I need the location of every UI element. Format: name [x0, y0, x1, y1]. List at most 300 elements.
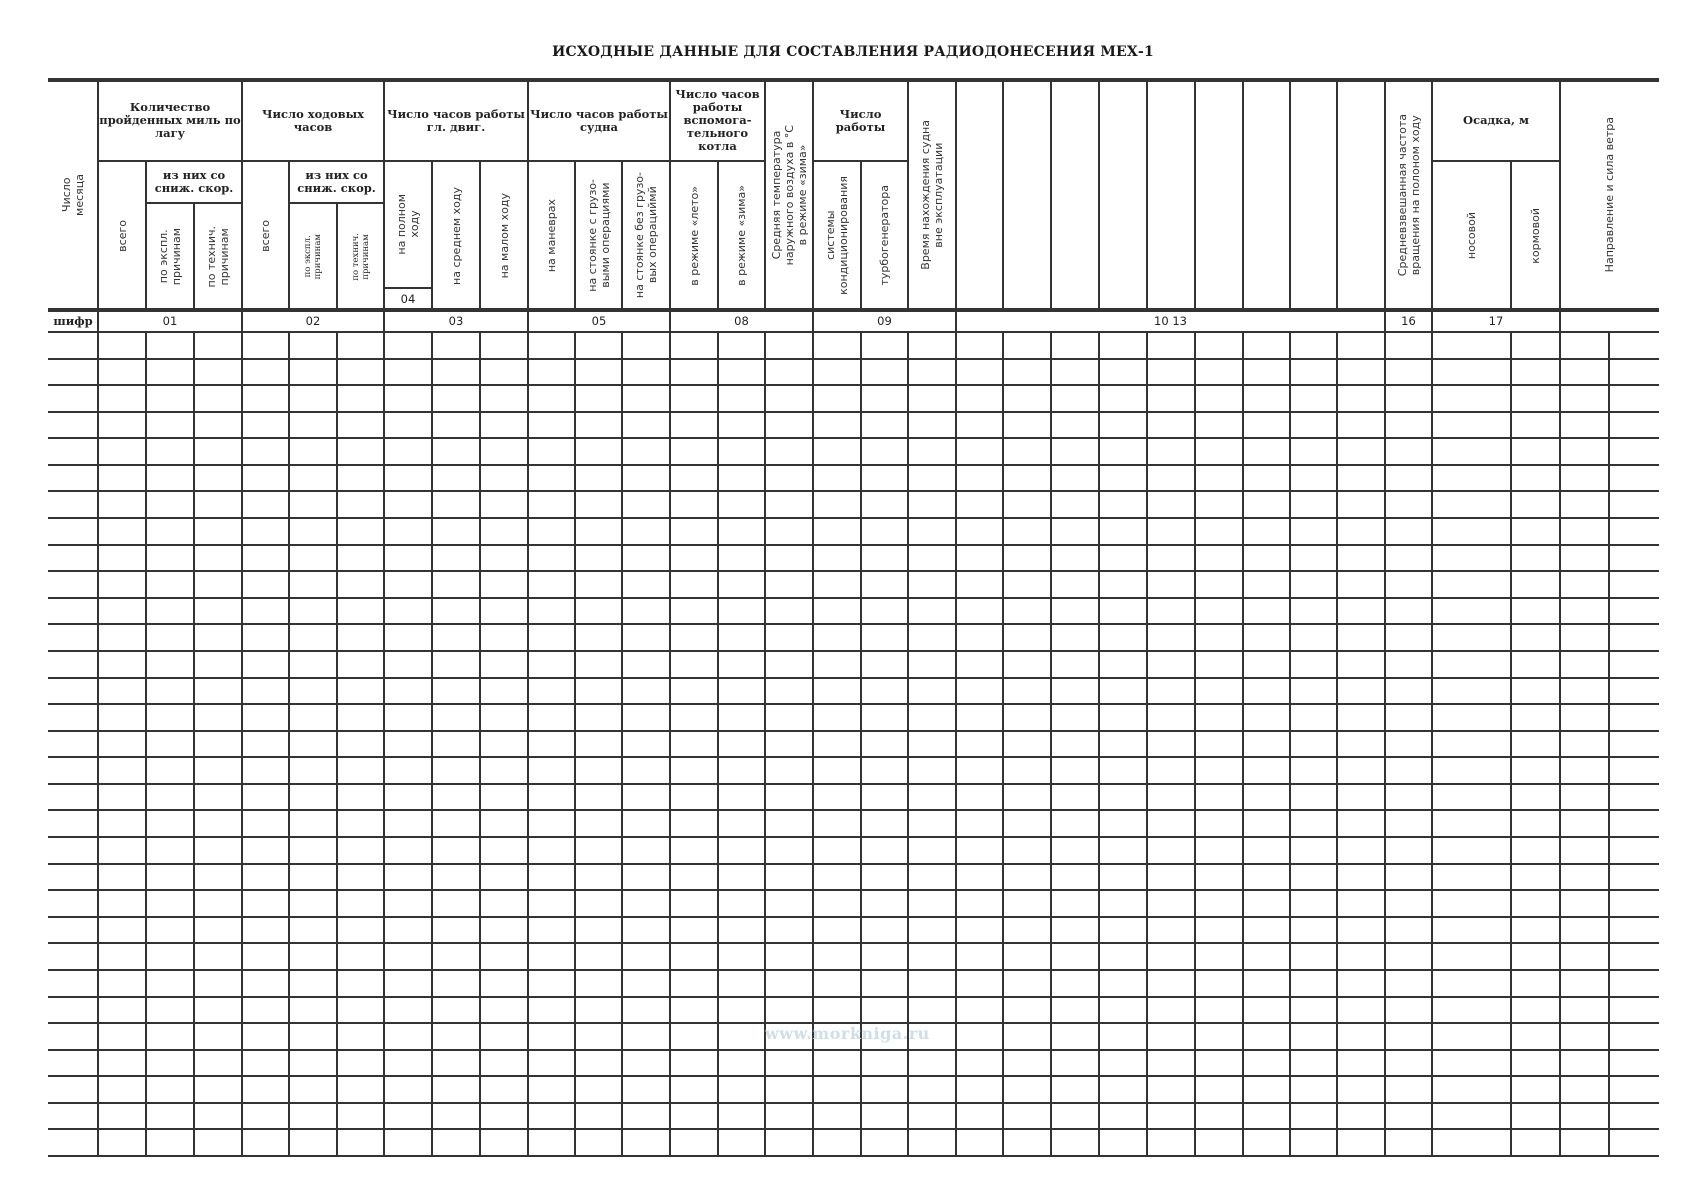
- table-cell: [1243, 438, 1290, 465]
- table-cell: [1195, 890, 1243, 917]
- table-cell: [813, 571, 861, 598]
- table-cell: [861, 757, 908, 784]
- table-cell: [813, 943, 861, 970]
- table-cell: [480, 598, 528, 625]
- table-cell: [194, 1129, 242, 1156]
- table-cell: [622, 545, 670, 572]
- table-cell: [1337, 651, 1385, 678]
- table-cell: [242, 1050, 289, 1077]
- table-cell: [146, 731, 194, 758]
- table-cell: [1051, 545, 1099, 572]
- table-cell: [528, 890, 575, 917]
- table-cell: [337, 997, 384, 1024]
- header-vessel-maneuvers-text: на маневрах: [545, 198, 558, 273]
- table-cell: [1099, 810, 1147, 837]
- table-cell: [718, 917, 765, 944]
- table-cell: [1511, 943, 1560, 970]
- table-cell: [718, 624, 765, 651]
- table-cell: [1385, 1103, 1432, 1130]
- table-cell: [718, 678, 765, 705]
- table-cell: [432, 943, 480, 970]
- table-cell: [908, 465, 956, 492]
- table-cell: [765, 651, 813, 678]
- grid-vline: [812, 310, 814, 332]
- row-label-cell: [48, 970, 98, 997]
- header-engine-full: [384, 161, 432, 288]
- table-cell: [1609, 332, 1659, 359]
- table-cell: [575, 890, 622, 917]
- header-miles-total: [98, 161, 146, 310]
- table-cell: [337, 757, 384, 784]
- table-cell: [1051, 837, 1099, 864]
- row-label-cell: [48, 598, 98, 625]
- table-cell: [480, 731, 528, 758]
- table-cell: [480, 1103, 528, 1130]
- table-cell: [289, 651, 337, 678]
- table-cell: [432, 359, 480, 386]
- table-cell: [1432, 332, 1511, 359]
- table-cell: [480, 545, 528, 572]
- code-cell: [956, 310, 1385, 332]
- row-label-cell: [48, 385, 98, 412]
- table-cell: [289, 518, 337, 545]
- table-cell: [861, 385, 908, 412]
- table-cell: [1560, 757, 1609, 784]
- table-cell: [1195, 412, 1243, 439]
- header-vessel-hours-group-text: Число часов работы судна: [530, 106, 668, 134]
- table-cell: [146, 598, 194, 625]
- table-cell: [765, 757, 813, 784]
- table-cell: [1337, 1023, 1385, 1050]
- table-cell: [861, 412, 908, 439]
- table-cell: [813, 997, 861, 1024]
- table-cell: [1147, 491, 1195, 518]
- table-cell: [480, 997, 528, 1024]
- table-cell: [1432, 1050, 1511, 1077]
- grid-hline: [384, 160, 528, 162]
- table-cell: [956, 1050, 1003, 1077]
- table-cell: [718, 810, 765, 837]
- table-cell: [337, 731, 384, 758]
- table-cell: [1337, 810, 1385, 837]
- table-cell: [1432, 624, 1511, 651]
- table-cell: [1051, 1129, 1099, 1156]
- row-label-cell: [48, 438, 98, 465]
- table-cell: [194, 385, 242, 412]
- table-cell: [1099, 890, 1147, 917]
- table-cell: [480, 890, 528, 917]
- table-cell: [670, 757, 718, 784]
- table-cell: [1337, 571, 1385, 598]
- table-cell: [480, 1076, 528, 1103]
- table-cell: [1290, 970, 1337, 997]
- table-cell: [575, 970, 622, 997]
- header-engine-slow: [480, 161, 528, 310]
- table-cell: [718, 1129, 765, 1156]
- table-cell: [575, 518, 622, 545]
- table-cell: [1609, 491, 1659, 518]
- table-cell: [1051, 1023, 1099, 1050]
- table-cell: [670, 624, 718, 651]
- table-cell: [1290, 571, 1337, 598]
- table-cell: [1511, 1103, 1560, 1130]
- table-cell: [575, 997, 622, 1024]
- table-cell: [1385, 1129, 1432, 1156]
- table-cell: [622, 359, 670, 386]
- table-cell: [1099, 438, 1147, 465]
- table-cell: [1290, 810, 1337, 837]
- table-cell: [98, 1023, 146, 1050]
- table-cell: [1195, 332, 1243, 359]
- table-cell: [1003, 731, 1051, 758]
- table-cell: [1195, 864, 1243, 891]
- table-cell: [1051, 810, 1099, 837]
- table-cell: [289, 438, 337, 465]
- table-cell: [1243, 731, 1290, 758]
- table-cell: [1195, 757, 1243, 784]
- table-cell: [528, 518, 575, 545]
- table-cell: [861, 784, 908, 811]
- grid-vline: [97, 80, 99, 310]
- table-cell: [575, 704, 622, 731]
- code-cell: [242, 310, 384, 332]
- table-cell: [337, 571, 384, 598]
- table-cell: [813, 545, 861, 572]
- table-cell: [670, 864, 718, 891]
- table-cell: [146, 1023, 194, 1050]
- table-cell: [384, 757, 432, 784]
- table-cell: [1337, 491, 1385, 518]
- code-cell-text: 02: [305, 314, 321, 328]
- table-cell: [670, 491, 718, 518]
- table-cell: [528, 491, 575, 518]
- table-cell: [1243, 704, 1290, 731]
- row-label-cell: [48, 571, 98, 598]
- table-cell: [1432, 970, 1511, 997]
- table-cell: [1099, 731, 1147, 758]
- table-cell: [1147, 598, 1195, 625]
- table-cell: [242, 1076, 289, 1103]
- table-cell: [528, 970, 575, 997]
- table-cell: [1511, 997, 1560, 1024]
- table-cell: [1051, 518, 1099, 545]
- table-cell: [1003, 678, 1051, 705]
- grid-vline: [860, 161, 862, 310]
- table-cell: [908, 545, 956, 572]
- table-cell: [1385, 784, 1432, 811]
- table-cell: [956, 864, 1003, 891]
- table-cell: [528, 917, 575, 944]
- grid-vline: [1194, 80, 1196, 310]
- table-cell: [1290, 438, 1337, 465]
- table-cell: [1051, 359, 1099, 386]
- table-cell: [432, 890, 480, 917]
- header-avg-temp-text: Средняя температура наружного воздуха в °С в режиме «зима»: [769, 124, 809, 266]
- table-cell: [1243, 624, 1290, 651]
- table-cell: [718, 837, 765, 864]
- table-cell: [146, 784, 194, 811]
- table-cell: [1511, 810, 1560, 837]
- table-cell: [194, 651, 242, 678]
- row-label-cell: [48, 784, 98, 811]
- table-cell: [98, 890, 146, 917]
- table-cell: [242, 837, 289, 864]
- table-cell: [956, 545, 1003, 572]
- table-cell: [1195, 1129, 1243, 1156]
- table-cell: [1243, 1129, 1290, 1156]
- table-cell: [956, 465, 1003, 492]
- table-cell: [1147, 412, 1195, 439]
- table-cell: [289, 784, 337, 811]
- code-cell-text: 03: [448, 314, 464, 328]
- table-cell: [432, 491, 480, 518]
- table-cell: [1051, 757, 1099, 784]
- table-cell: [242, 651, 289, 678]
- table-cell: [861, 332, 908, 359]
- row-label-cell: [48, 1023, 98, 1050]
- table-cell: [1511, 651, 1560, 678]
- table-cell: [1385, 890, 1432, 917]
- table-cell: [1432, 571, 1511, 598]
- header-operation-count-group: [813, 80, 908, 161]
- table-cell: [575, 438, 622, 465]
- table-cell: [813, 890, 861, 917]
- header-wind: [1560, 80, 1659, 310]
- table-cell: [813, 359, 861, 386]
- table-cell: [908, 704, 956, 731]
- table-cell: [622, 704, 670, 731]
- table-cell: [528, 1023, 575, 1050]
- table-cell: [861, 598, 908, 625]
- table-cell: [575, 917, 622, 944]
- grid-vline: [241, 310, 243, 332]
- table-cell: [622, 890, 670, 917]
- table-cell: [861, 571, 908, 598]
- row-label-cell: [48, 678, 98, 705]
- table-cell: [98, 997, 146, 1024]
- header-top-rule: [48, 78, 1659, 82]
- table-cell: [670, 651, 718, 678]
- table-cell: [337, 359, 384, 386]
- table-cell: [1385, 704, 1432, 731]
- table-cell: [670, 518, 718, 545]
- table-cell: [1290, 1103, 1337, 1130]
- table-cell: [242, 810, 289, 837]
- table-cell: [480, 385, 528, 412]
- table-cell: [337, 491, 384, 518]
- table-cell: [670, 1103, 718, 1130]
- table-cell: [480, 359, 528, 386]
- table-cell: [1609, 438, 1659, 465]
- header-avg-temp: [765, 80, 813, 310]
- table-cell: [575, 332, 622, 359]
- table-cell: [1560, 438, 1609, 465]
- table-cell: [480, 970, 528, 997]
- table-cell: [1243, 757, 1290, 784]
- table-cell: [622, 518, 670, 545]
- header-running-operational-text: по экспл. причинам: [303, 233, 323, 280]
- table-cell: [1290, 1050, 1337, 1077]
- table-cell: [242, 598, 289, 625]
- table-cell: [146, 943, 194, 970]
- table-cell: [1385, 810, 1432, 837]
- table-cell: [1243, 1076, 1290, 1103]
- table-cell: [1290, 678, 1337, 705]
- table-cell: [98, 545, 146, 572]
- table-cell: [1051, 1103, 1099, 1130]
- table-cell: [718, 651, 765, 678]
- code-cell: [1385, 310, 1432, 332]
- table-cell: [1147, 624, 1195, 651]
- header-draft-stern-text: кормовой: [1529, 207, 1542, 264]
- table-cell: [1511, 1076, 1560, 1103]
- table-cell: [908, 864, 956, 891]
- header-engine-slow-text: на малом ходу: [497, 192, 511, 279]
- table-cell: [670, 784, 718, 811]
- table-cell: [1511, 864, 1560, 891]
- table-cell: [575, 784, 622, 811]
- table-cell: [956, 385, 1003, 412]
- header-miles-group-text: Количество пройденных миль по лагу: [99, 100, 241, 140]
- table-cell: [1511, 1050, 1560, 1077]
- table-cell: [242, 1103, 289, 1130]
- table-cell: [670, 704, 718, 731]
- table-cell: [242, 704, 289, 731]
- table-cell: [1243, 598, 1290, 625]
- table-cell: [575, 678, 622, 705]
- table-cell: [242, 571, 289, 598]
- row-label-cell: [48, 1103, 98, 1130]
- table-cell: [98, 917, 146, 944]
- grid-vline: [812, 80, 814, 310]
- table-cell: [1560, 890, 1609, 917]
- grid-vline: [574, 161, 576, 310]
- table-cell: [1560, 491, 1609, 518]
- row-label-cell: [48, 1076, 98, 1103]
- table-cell: [670, 1023, 718, 1050]
- table-cell: [528, 545, 575, 572]
- header-running-hours-group-text: Число ходовых часов: [261, 106, 365, 134]
- table-cell: [1147, 651, 1195, 678]
- header-engine-full-text: на полном ходу: [395, 194, 421, 255]
- table-cell: [432, 1076, 480, 1103]
- table-cell: [242, 465, 289, 492]
- grid-vline: [431, 161, 433, 310]
- table-cell: [146, 917, 194, 944]
- header-vessel-anchor-cargo-text: на стоянке с грузо- выми операциями: [585, 179, 612, 292]
- row-label-cell: [48, 332, 98, 359]
- table-cell: [384, 651, 432, 678]
- table-cell: [289, 571, 337, 598]
- table-cell: [432, 385, 480, 412]
- table-cell: [1099, 704, 1147, 731]
- table-cell: [908, 651, 956, 678]
- table-cell: [98, 385, 146, 412]
- header-draft-group: [1432, 80, 1560, 161]
- table-cell: [384, 943, 432, 970]
- table-cell: [1432, 864, 1511, 891]
- table-cell: [242, 784, 289, 811]
- table-cell: [384, 864, 432, 891]
- table-cell: [765, 438, 813, 465]
- header-out-of-service-text: Время нахождения судна вне эксплуатации: [919, 120, 945, 270]
- table-cell: [1609, 624, 1659, 651]
- table-cell: [908, 1076, 956, 1103]
- table-cell: [1432, 1129, 1511, 1156]
- code-cell: [98, 310, 242, 332]
- table-cell: [765, 598, 813, 625]
- table-cell: [1003, 890, 1051, 917]
- table-cell: [480, 864, 528, 891]
- table-cell: [1003, 1129, 1051, 1156]
- table-cell: [1609, 890, 1659, 917]
- header-engine-full-code-text: 04: [400, 292, 416, 306]
- table-cell: [1385, 651, 1432, 678]
- table-cell: [1290, 757, 1337, 784]
- table-cell: [956, 598, 1003, 625]
- table-cell: [432, 624, 480, 651]
- table-cell: [1511, 465, 1560, 492]
- row-label-cell: [48, 1050, 98, 1077]
- table-cell: [1609, 731, 1659, 758]
- table-cell: [1243, 943, 1290, 970]
- header-running-operational: [289, 203, 337, 310]
- table-cell: [1195, 943, 1243, 970]
- header-running-total-text: всего: [259, 219, 272, 252]
- table-cell: [1195, 491, 1243, 518]
- table-cell: [1290, 491, 1337, 518]
- table-cell: [1560, 1103, 1609, 1130]
- table-cell: [1511, 837, 1560, 864]
- table-cell: [1385, 518, 1432, 545]
- table-cell: [98, 598, 146, 625]
- table-cell: [289, 970, 337, 997]
- table-cell: [194, 917, 242, 944]
- table-cell: [908, 731, 956, 758]
- table-cell: [194, 784, 242, 811]
- table-cell: [1243, 491, 1290, 518]
- table-cell: [1243, 678, 1290, 705]
- table-cell: [1560, 917, 1609, 944]
- table-cell: [1243, 1023, 1290, 1050]
- table-cell: [1051, 997, 1099, 1024]
- table-cell: [1290, 598, 1337, 625]
- table-cell: [765, 1076, 813, 1103]
- table-cell: [956, 943, 1003, 970]
- table-cell: [670, 970, 718, 997]
- header-boiler-group-text: Число часов работы вспомога-тельного котла: [675, 87, 760, 153]
- table-cell: [1147, 784, 1195, 811]
- table-cell: [670, 1129, 718, 1156]
- table-cell: [528, 810, 575, 837]
- table-cell: [718, 970, 765, 997]
- table-cell: [765, 678, 813, 705]
- table-cell: [384, 438, 432, 465]
- header-ac-system-text: системы кондиционирования: [824, 176, 850, 295]
- table-cell: [1337, 678, 1385, 705]
- table-cell: [813, 412, 861, 439]
- table-cell: [670, 438, 718, 465]
- table-cell: [98, 491, 146, 518]
- row-label-cell: [48, 757, 98, 784]
- table-cell: [1290, 917, 1337, 944]
- table-cell: [956, 1103, 1003, 1130]
- table-cell: [1051, 491, 1099, 518]
- table-cell: [575, 731, 622, 758]
- table-cell: [718, 943, 765, 970]
- table-cell: [1051, 704, 1099, 731]
- table-cell: [575, 1050, 622, 1077]
